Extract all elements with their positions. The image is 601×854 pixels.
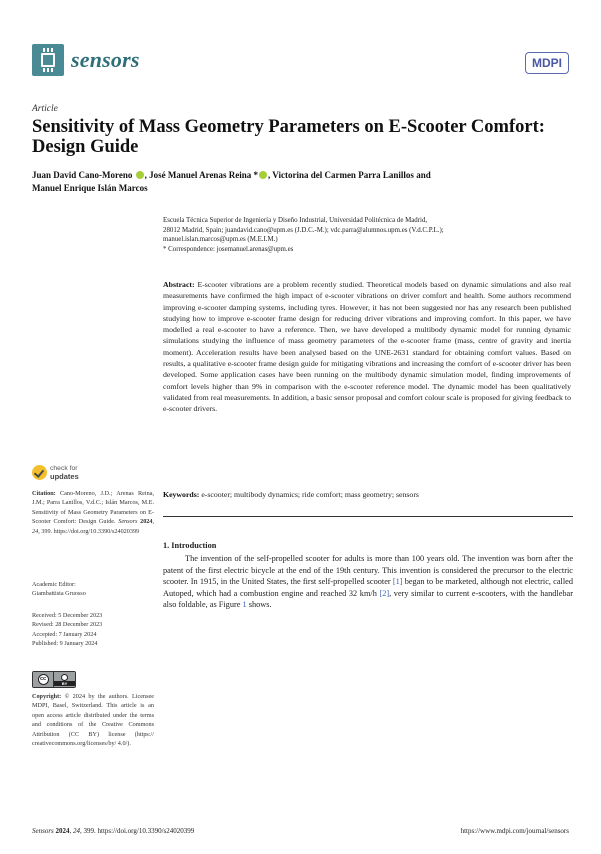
author-4[interactable]: Manuel Enrique Islán Marcos: [32, 182, 148, 193]
citation-label: Citation:: [32, 490, 56, 497]
title-line-2: Design Guide: [32, 137, 139, 157]
copyright-text: © 2024 by the authors. Licensee MDPI, Basel, Switzerland. This article is an open access article distributed under the terms and conditions of the Creative Commons Attribution (CC BY) license (https:// creativecommons.org/licenses/by/ 4.0/).: [32, 693, 154, 748]
editor-name: Giambattista Gruosso: [32, 590, 86, 598]
abstract-text: E-scooter vibrations are a problem recently studied. Theoretical models based on dynamic simulations and also real measurements have confirmed the high impact of e-scooter vibrations on driver comfort and health. Some authors recommend improving e-scooter damping systems, including tyres. However, it has not been suggested nor has any research been published studying how to improve e-scooter frame design for reducing driver vibrations and improving comfort. In this paper, we have modelled a real e-scooter to have a reference. Then, we have developed a multibody dynamic model for running dynamic simulations studying the influence of mass geometry parameters of the e-scooter frame (mass, centre of gravity and inertia moment). Acceleration results have been analysed based on the UNE-2631 standard for obtaining comfort values. Based on results, a qualitative e-scooter frame design guide for mitigating vibrations and increasing the comfort of e-scooter driver has been developed. Some application cases have been running on the multibody dynamic simulation model, finding improvements of comfort levels higher than 9% in comparison with the e-scooter reference model. The dynamic model has been qualitatively validated from real measurements. In addition, a basic sensor proposal and comfort colour scale is proposed for giving feedback to e-scooter drivers.: [163, 280, 571, 414]
intro-text: The invention of the self-propelled scooter for adults is more than 100 years old. The invention was born after the patent of the first electric bicycle at the end of the 19th century. This invention is considered the precursor to the electric scooter. In 1915, in the United States, the first self-propelled scooter: [163, 554, 573, 586]
footer-doi[interactable]: , 399. https://doi.org/10.3390/s24020399: [80, 827, 195, 835]
author-2[interactable]: , José Manuel Arenas Reina *: [144, 170, 258, 180]
article-title: [32, 117, 572, 157]
intro-text: , very similar to current e-scooters, with the handlebar also foldable, as Figure: [163, 588, 573, 609]
citation-journal: Sensors: [118, 518, 138, 526]
orcid-icon[interactable]: [259, 171, 267, 179]
citation-link[interactable]: [1]: [392, 577, 403, 586]
chip-icon: [32, 44, 64, 76]
figure-link[interactable]: 1: [242, 600, 247, 609]
affiliation-line: manuel.islan.marcos@upm.es (M.E.I.M.): [163, 236, 278, 243]
abstract: [163, 279, 571, 415]
footer-url[interactable]: https://www.mdpi.com/journal/sensors: [460, 827, 569, 835]
footer-year: 2024: [55, 827, 70, 835]
article-type: Article: [32, 104, 58, 114]
abstract-label: Abstract:: [163, 280, 195, 289]
intro-text: began to be marketed, although not electric, called Autoped, which had a combustion engine and reached 32 km/h: [163, 577, 573, 598]
footer-citation: Sensors 2024, 24, 399. https://doi.org/10.3390/s24020399: [32, 827, 195, 835]
citation-text: Cano-Moreno, J.D.; Arenas Reina, J.M.; Parra Lanillos, V.d.C.; Islán Marcos, M.E. Sensitivity of Mass Geometry Parameters on E-Scooter Comfort: Design Guide.: [32, 490, 155, 526]
citation-doi[interactable]: , 399. https://doi.org/10.3390/s24020399: [38, 527, 140, 535]
author-1[interactable]: Juan David Cano-Moreno: [32, 170, 133, 180]
affiliation-line: 28012 Madrid, Spain; juandavid.cano@upm.es (J.D.C.-M.); vdc.parra@alumnos.upm.es (V.d.C.P.L.);: [163, 226, 444, 234]
check-big-text: updates: [50, 471, 79, 481]
author-list: [32, 169, 552, 194]
check-updates-icon: [32, 465, 47, 480]
keywords-text: e-scooter; multibody dynamics; ride comfort; mass geometry; sensors: [201, 490, 419, 499]
author-3[interactable]: , Victorina del Carmen Parra Lanillos and: [267, 170, 431, 180]
cc-by-license-icon[interactable]: [32, 671, 76, 688]
date-published: Published: 9 January 2024: [32, 640, 98, 648]
intro-text: shows.: [246, 600, 272, 609]
keywords: [163, 489, 571, 500]
citation-block: Citation: Cano-Moreno, J.D.; Arenas Reina, J.M.; Parra Lanillos, V.d.C.; Islán Marcos, M.E. Sensitivity of Mass Geometry Parameters on E-Scooter Comfort: Design Guide. Sensors 2024, 24, 399. https://doi.org/10.3390/s24020399: [32, 490, 155, 535]
academic-editor: [32, 580, 154, 599]
affiliation-line: Escuela Técnica Superior de Ingeniería y Diseño Industrial, Universidad Politécnica de Madrid,: [163, 217, 428, 224]
check-for-updates[interactable]: [32, 465, 154, 480]
check-small-text: check for: [50, 465, 78, 472]
mdpi-logo[interactable]: MDPI: [525, 52, 569, 74]
cc-icon: cc: [38, 674, 49, 685]
correspondence: * Correspondence: josemanuel.arenas@upm.es: [163, 245, 294, 253]
footer-volume: 24: [73, 827, 81, 835]
citation-year: 2024: [140, 518, 153, 526]
publication-dates: [32, 611, 154, 649]
footer-journal: Sensors: [32, 827, 54, 835]
journal-name: sensors: [71, 47, 140, 72]
intro-paragraph: [163, 553, 573, 611]
by-label: BY: [54, 681, 75, 686]
date-received: Received: 5 December 2023: [32, 612, 103, 619]
copyright-block: [32, 692, 154, 748]
citation-volume: 24: [32, 527, 39, 535]
affiliations: [163, 216, 573, 254]
copyright-label: Copyright:: [32, 693, 62, 700]
header: [32, 44, 569, 80]
section-heading: 1. Introduction: [163, 541, 217, 550]
divider: [163, 516, 573, 517]
page-footer: [32, 827, 569, 835]
date-accepted: Accepted: 7 January 2024: [32, 630, 97, 638]
journal-logo[interactable]: [32, 44, 140, 76]
citation-link[interactable]: [2]: [379, 588, 390, 598]
person-icon: [61, 674, 68, 681]
orcid-icon[interactable]: [136, 171, 144, 179]
keywords-label: Keywords:: [163, 490, 200, 499]
title-line-1: Sensitivity of Mass Geometry Parameters on E-Scooter Comfort:: [32, 117, 545, 137]
editor-label: Academic Editor:: [32, 581, 76, 588]
date-revised: Revised: 28 December 2023: [32, 621, 103, 629]
